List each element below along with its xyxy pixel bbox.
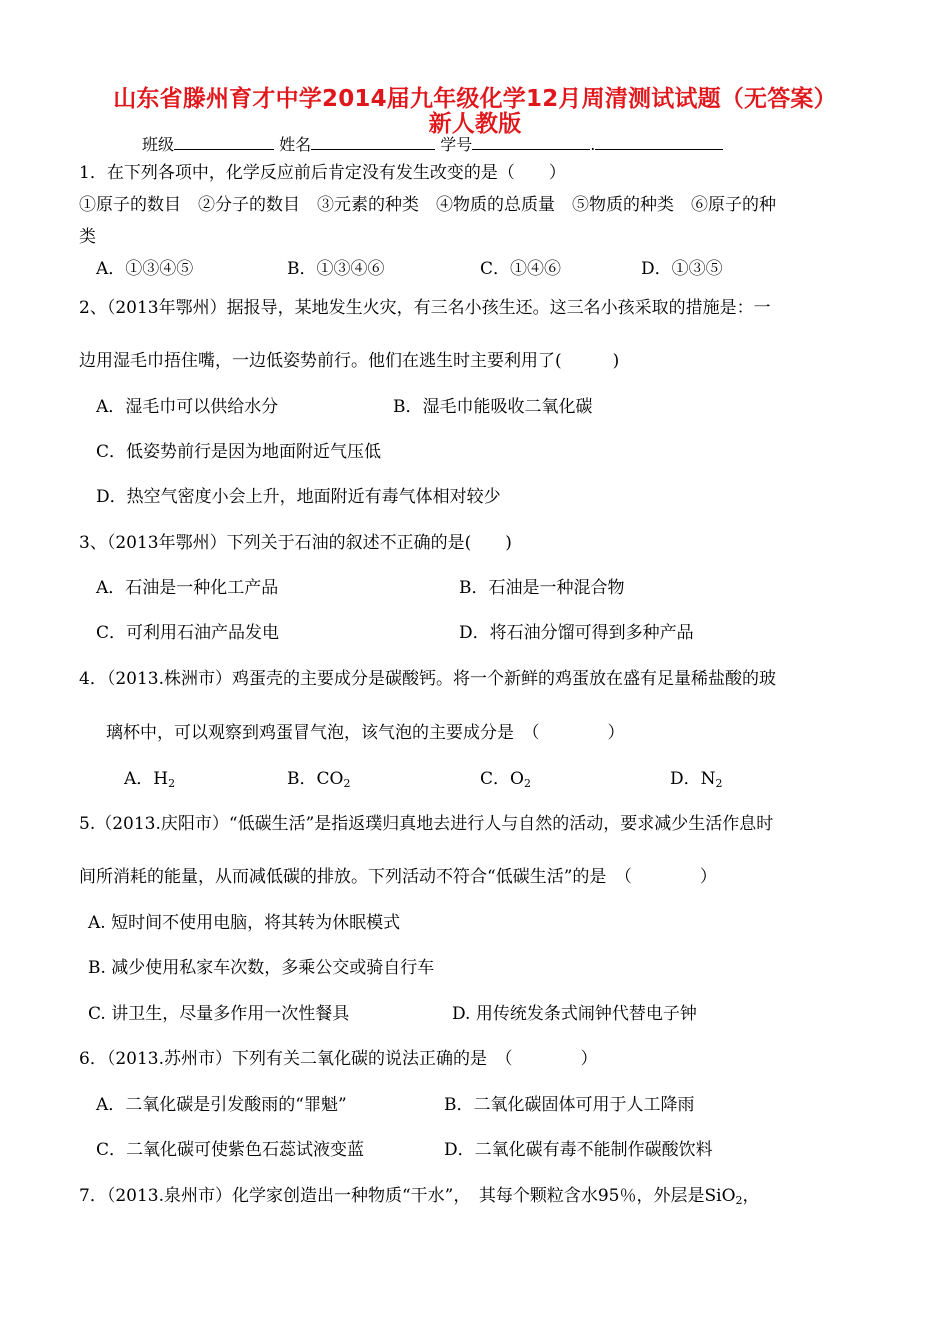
class-blank[interactable]: [174, 133, 274, 150]
q3-option-a: A．石油是一种化工产品: [96, 578, 279, 598]
q3-option-d: D．将石油分馏可得到多种产品: [459, 623, 694, 643]
student-info-row: [142, 133, 723, 156]
number-blank[interactable]: [472, 133, 590, 150]
q4-option-b: B．$CO_2$: [287, 769, 351, 790]
q5-stem-line1: 5.（2013.庆阳市）“低碳生活”是指返璞归真地去进行人与自然的活动，要求减少生活作息时: [79, 814, 774, 834]
number-label: 学号: [440, 135, 473, 154]
q2-stem-line1: 2、（2013年鄂州）据报导，某地发生火灾，有三名小孩生还。这三名小孩采取的措施是：一: [79, 298, 771, 318]
name-blank[interactable]: [311, 133, 435, 150]
q1-option-d: D．①③⑤: [641, 259, 723, 279]
q5-option-b: B. 减少使用私家车次数，多乘公交或骑自行车: [88, 958, 435, 978]
q2-option-b: B．湿毛巾能吸收二氧化碳: [393, 397, 593, 417]
q1-option-b: B．①③④⑥: [287, 259, 385, 279]
info-dot: .: [590, 135, 596, 154]
q1-items-line2: 类: [79, 227, 96, 247]
q4-option-a: A．$H_2$: [124, 769, 176, 790]
q4-option-d: D．$N_2$: [670, 769, 723, 790]
q5-option-d: D. 用传统发条式闹钟代替电子钟: [452, 1004, 697, 1024]
q1-option-c: C．①④⑥: [480, 259, 562, 279]
q5-stem-line2: 间所消耗的能量，从而减低碳的排放。下列活动不符合“低碳生活”的是 （ ）: [79, 867, 717, 887]
q6-option-a: A．二氧化碳是引发酸雨的“罪魁”: [96, 1095, 347, 1115]
q4-stem-line1: 4．（2013.株洲市）鸡蛋壳的主要成分是碳酸钙。将一个新鲜的鸡蛋放在盛有足量稀盐酸的玻: [79, 669, 776, 689]
q5-option-c: C. 讲卫生，尽量多作用一次性餐具: [88, 1004, 350, 1024]
class-label: 班级: [142, 135, 175, 154]
q4-option-c: C．$O_2$: [480, 769, 531, 790]
q4-stem-line2: 璃杯中，可以观察到鸡蛋冒气泡，该气泡的主要成分是 （ ）: [106, 723, 625, 743]
q3-option-c: C．可利用石油产品发电: [96, 623, 280, 643]
q6-option-d: D．二氧化碳有毒不能制作碳酸饮料: [444, 1140, 713, 1160]
exam-title-line2: 新人教版: [428, 111, 522, 137]
q6-option-c: C．二氧化碳可使紫色石蕊试液变蓝: [96, 1140, 365, 1160]
q6-option-b: B．二氧化碳固体可用于人工降雨: [444, 1095, 695, 1115]
q6-stem: 6．（2013.苏州市）下列有关二氧化碳的说法正确的是 （ ）: [79, 1049, 598, 1069]
q2-stem-line2: 边用湿毛巾捂住嘴，一边低姿势前行。他们在逃生时主要利用了( ): [79, 351, 620, 371]
q1-option-a: A．①③④⑤: [96, 259, 194, 279]
q1-stem: 1．在下列各项中，化学反应前后肯定没有发生改变的是（ ）: [79, 163, 566, 183]
q3-stem: 3、（2013年鄂州）下列关于石油的叙述不正确的是( ): [79, 533, 512, 553]
q2-option-d: D．热空气密度小会上升，地面附近有毒气体相对较少: [96, 487, 501, 507]
name-label: 姓名: [279, 135, 312, 154]
q2-option-a: A．湿毛巾可以供给水分: [96, 397, 279, 417]
q5-option-a: A. 短时间不使用电脑，将其转为休眠模式: [88, 913, 401, 933]
q7-stem: 7．（2013.泉州市）化学家创造出一种物质“干水”， 其每个颗粒含水95％，外层是SiO$_2$，: [79, 1186, 760, 1207]
q2-option-c: C．低姿势前行是因为地面附近气压低: [96, 442, 382, 462]
q3-option-b: B．石油是一种混合物: [459, 578, 625, 598]
q1-items-line1: ①原子的数目 ②分子的数目 ③元素的种类 ④物质的总质量 ⑤物质的种类 ⑥原子的种: [79, 195, 776, 215]
exam-title-line1: 山东省滕州育才中学2014届九年级化学12月周清测试试题（无答案）: [113, 86, 837, 112]
extra-blank[interactable]: [595, 133, 723, 150]
